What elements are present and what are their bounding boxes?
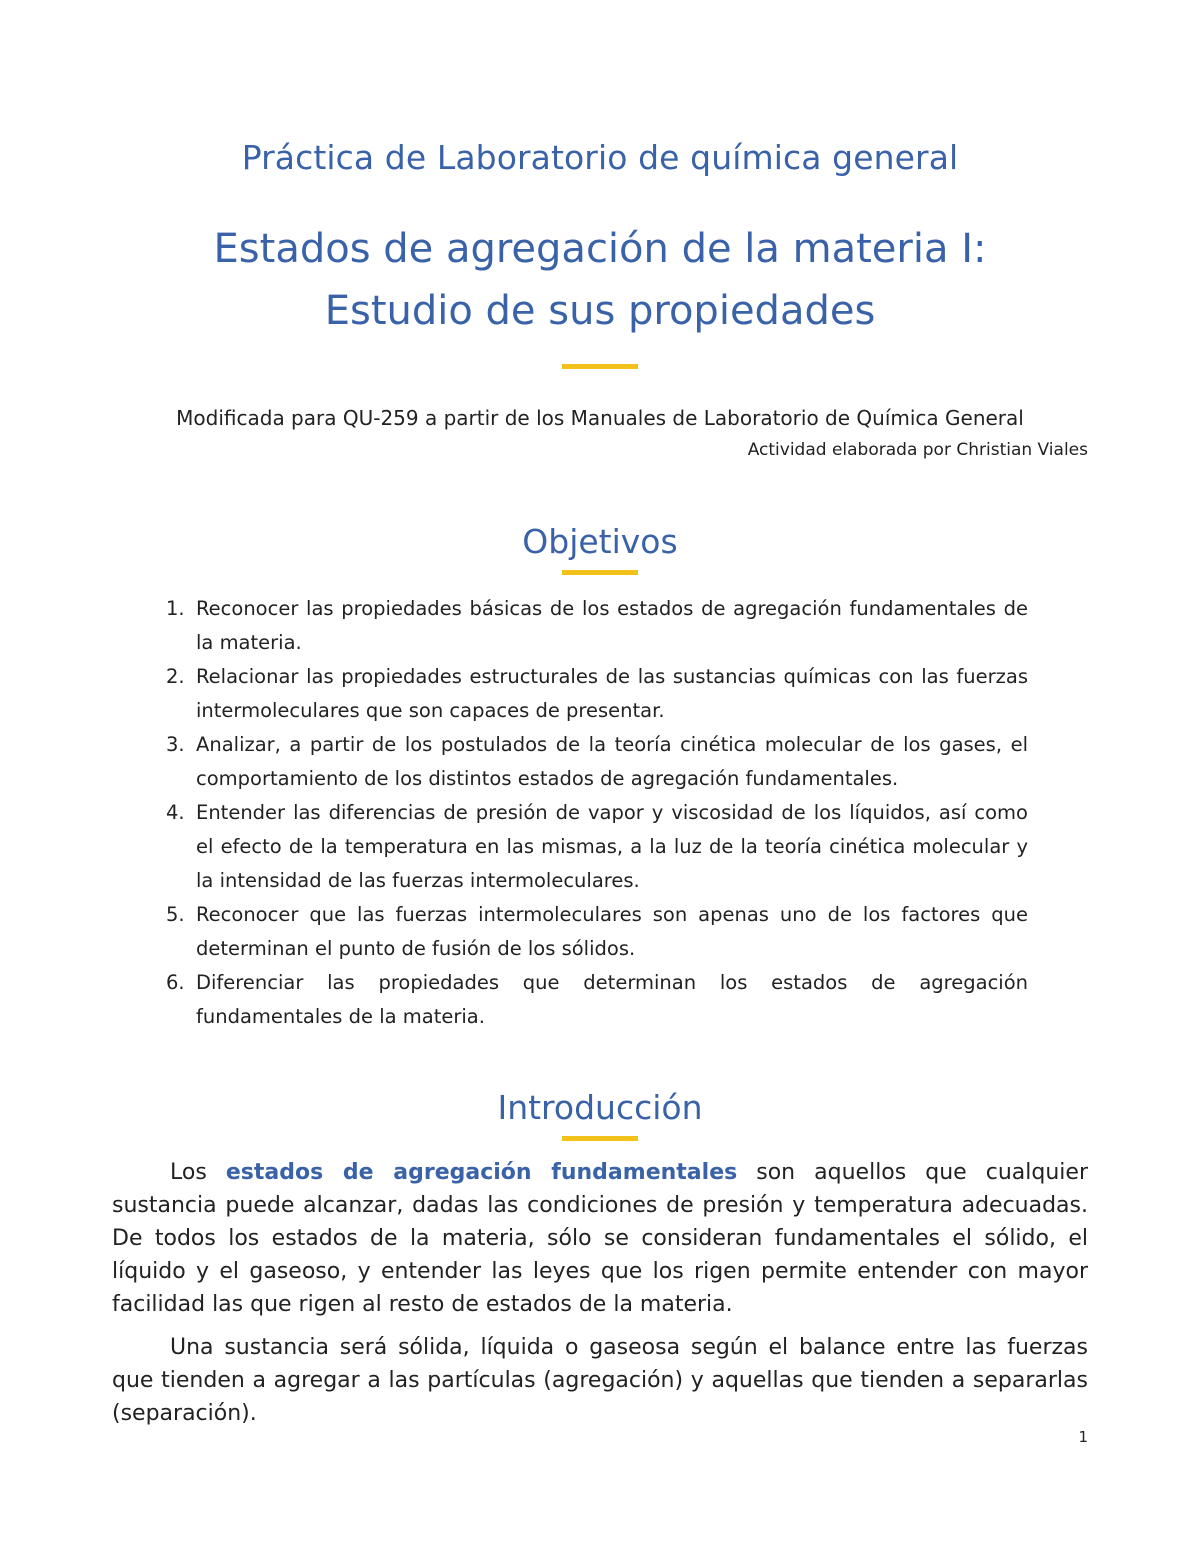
introduction-body bbox=[112, 1156, 1088, 1440]
objectives-list bbox=[160, 592, 1028, 1034]
objective-number: 1. bbox=[166, 597, 185, 620]
objectives-heading: Objetivos bbox=[522, 522, 678, 561]
document-subtitle: Práctica de Laboratorio de química general bbox=[241, 138, 959, 177]
objective-item bbox=[160, 796, 1028, 898]
objective-number: 4. bbox=[166, 801, 185, 824]
objective-text: Entender las diferencias de presión de vapor y viscosidad de los líquidos, así como el efecto de la temperatura en las mismas, a la luz de la teoría cinética molecular y la intensidad de las fuerzas intermoleculares. bbox=[196, 801, 1028, 892]
intro-p1-start: Los bbox=[170, 1160, 226, 1185]
objective-number: 3. bbox=[166, 733, 185, 756]
objective-number: 6. bbox=[166, 971, 185, 994]
objective-item bbox=[160, 966, 1028, 1034]
objective-number: 5. bbox=[166, 903, 185, 926]
objectives-divider bbox=[562, 570, 638, 575]
page-number: 1 bbox=[1078, 1428, 1088, 1446]
introduction-paragraph-1 bbox=[112, 1156, 1088, 1321]
introduction-paragraph-2: Una sustancia será sólida, líquida o gaseosa según el balance entre las fuerzas que tienden a agregar a las partículas (agregación) y aquellas que tienden a separarlas (separación). bbox=[112, 1335, 1088, 1426]
objective-item bbox=[160, 592, 1028, 660]
objective-text: Relacionar las propiedades estructurales de las sustancias químicas con las fuerzas intermoleculares que son capaces de presentar. bbox=[196, 665, 1028, 722]
objective-item bbox=[160, 728, 1028, 796]
introduction-divider bbox=[562, 1136, 638, 1141]
author-note: Actividad elaborada por Christian Viales bbox=[747, 440, 1088, 460]
objective-item bbox=[160, 660, 1028, 728]
highlighted-term: estados de agregación fundamentales bbox=[225, 1160, 738, 1185]
modified-note: Modificada para QU-259 a partir de los Manuales de Laboratorio de Química General bbox=[176, 406, 1024, 430]
objective-text: Reconocer las propiedades básicas de los estados de agregación fundamentales de la materia. bbox=[196, 597, 1028, 654]
introduction-heading: Introducción bbox=[497, 1088, 703, 1127]
title-divider bbox=[562, 364, 638, 369]
intro-p1-rest: son aquellos que cualquier sustancia puede alcanzar, dadas las condiciones de presión y temperatura adecuadas. De todos los estados de la materia, sólo se consideran fundamentales el sólido, el líquido y el gaseoso, y entender las leyes que los rigen permite entender con mayor facilidad las que rigen al resto de estados de la materia. bbox=[112, 1160, 1088, 1317]
objective-text: Diferenciar las propiedades que determinan los estados de agregación fundamentales de la materia. bbox=[196, 971, 1028, 1028]
objective-item bbox=[160, 898, 1028, 966]
document-title: Estados de agregación de la materia I: Estudio de sus propiedades bbox=[213, 226, 987, 334]
objective-number: 2. bbox=[166, 665, 185, 688]
objective-text: Reconocer que las fuerzas intermoleculares son apenas uno de los factores que determinan el punto de fusión de los sólidos. bbox=[196, 903, 1028, 960]
objective-text: Analizar, a partir de los postulados de la teoría cinética molecular de los gases, el comportamiento de los distintos estados de agregación fundamentales. bbox=[196, 733, 1028, 790]
